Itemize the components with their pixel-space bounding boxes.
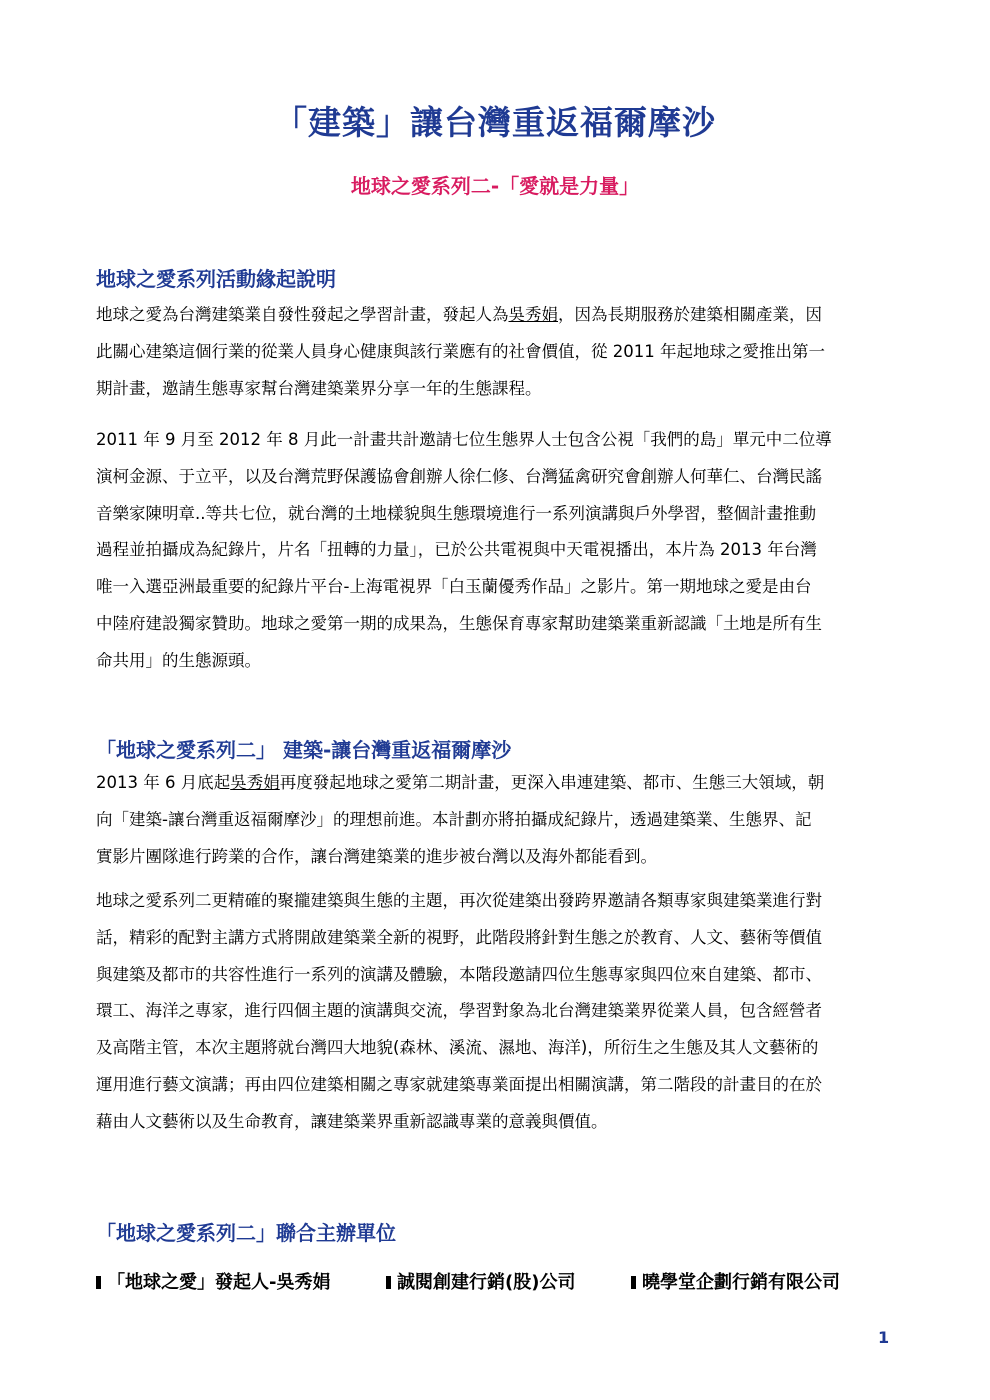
paragraph-line: 地球之愛系列二更精確的聚攏建築與生態的主題，再次從建築出發跨界邀請各類專家與建築業進行對 xyxy=(96,891,822,910)
paragraph-line: 話，精彩的配對主講方式將開啟建築業全新的視野，此階段將針對生態之於教育、人文、藝術等價值 xyxy=(96,927,822,947)
paragraph-line: 環工、海洋之專家，進行四個主題的演講與交流，學習對象為北台灣建築業界從業人員，包含經營者 xyxy=(96,1001,822,1021)
square-bullet-icon xyxy=(631,1276,636,1289)
paragraph-line: 地球之愛為台灣建築業自發性發起之學習計畫，發起人為吳秀娟，因為長期服務於建築相關產業，因 xyxy=(96,305,822,324)
organizer-item: 「地球之愛」發起人-吳秀娟 xyxy=(96,1268,330,1294)
paragraph-series-two-1 xyxy=(96,765,896,875)
paragraph-line: 2013 年 6 月底起吳秀娟再度發起地球之愛第二期計畫，更深入串連建築、都市、生態三大領域，朝 xyxy=(96,773,825,792)
document-title: 「建築」讓台灣重返福爾摩沙 xyxy=(274,103,716,142)
section-heading-series-two: 「地球之愛系列二」 建築-讓台灣重返福爾摩沙 xyxy=(96,738,512,762)
founder-name: 吳秀娟 xyxy=(230,773,280,792)
paragraph-line: 運用進行藝文演講；再由四位建築相關之專家就建築專業面提出相關演講，第二階段的計畫目的在於 xyxy=(96,1074,822,1094)
founder-name: 吳秀娟 xyxy=(508,305,558,324)
paragraph-line: 實影片團隊進行跨業的合作，讓台灣建築業的進步被台灣以及海外都能看到。 xyxy=(96,846,657,866)
section-heading-origin: 地球之愛系列活動緣起說明 xyxy=(96,267,336,291)
paragraph-line: 此關心建築這個行業的從業人員身心健康與該行業應有的社會價值，從 2011 年起地球之愛推出第一 xyxy=(96,341,825,361)
paragraph-line: 2011 年 9 月至 2012 年 8 月此一計畫共計邀請七位生態界人士包含公視「我們的島」單元中二位導 xyxy=(96,430,832,449)
paragraph-line: 唯一入選亞洲最重要的紀錄片平台-上海電視界「白玉蘭優秀作品」之影片。第一期地球之愛是由台 xyxy=(96,577,812,597)
organizer-item: 誠閱創建行銷(股)公司 xyxy=(386,1268,575,1294)
paragraph-line: 中陸府建設獨家贊助。地球之愛第一期的成果為，生態保育專家幫助建築業重新認識「土地是所有生 xyxy=(96,613,822,633)
document-subtitle: 地球之愛系列二-「愛就是力量」 xyxy=(350,174,640,198)
paragraph-line: 過程並拍攝成為紀錄片，片名「扭轉的力量」，已於公共電視與中天電視播出，本片為 2013 年台灣 xyxy=(96,540,817,560)
paragraph-line: 期計畫，邀請生態專家幫台灣建築業界分享一年的生態課程。 xyxy=(96,378,542,398)
paragraph-origin-2 xyxy=(96,422,896,680)
paragraph-line: 藉由人文藝術以及生命教育，讓建築業界重新認識專業的意義與價值。 xyxy=(96,1111,608,1131)
paragraph-line: 演柯金源、于立平，以及台灣荒野保護協會創辦人徐仁修、台灣猛禽研究會創辦人何華仁、台灣民謠 xyxy=(96,466,822,486)
paragraph-line: 向「建築-讓台灣重返福爾摩沙」的理想前進。本計劃亦將拍攝成紀錄片，透過建築業、生態界、記 xyxy=(96,809,812,829)
square-bullet-icon xyxy=(96,1276,101,1289)
organizer-list xyxy=(96,1268,896,1298)
paragraph-line: 與建築及都市的共容性進行一系列的演講及體驗，本階段邀請四位生態專家與四位來自建築、都市、 xyxy=(96,964,822,984)
square-bullet-icon xyxy=(386,1276,391,1289)
paragraph-line: 命共用」的生態源頭。 xyxy=(96,650,261,670)
organizer-item: 曉學堂企劃行銷有限公司 xyxy=(631,1268,840,1294)
paragraph-line: 音樂家陳明章..等共七位，就台灣的土地樣貌與生態環境進行一系列演講與戶外學習，整個計畫推動 xyxy=(96,503,816,523)
section-heading-organizers: 「地球之愛系列二」聯合主辦單位 xyxy=(96,1221,396,1245)
page-number: 1 xyxy=(878,1328,890,1347)
paragraph-series-two-2 xyxy=(96,883,896,1141)
paragraph-line: 及高階主管，本次主題將就台灣四大地貌(森林、溪流、濕地、海洋)，所衍生之生態及其人文藝術的 xyxy=(96,1038,819,1058)
paragraph-origin-1 xyxy=(96,297,896,407)
